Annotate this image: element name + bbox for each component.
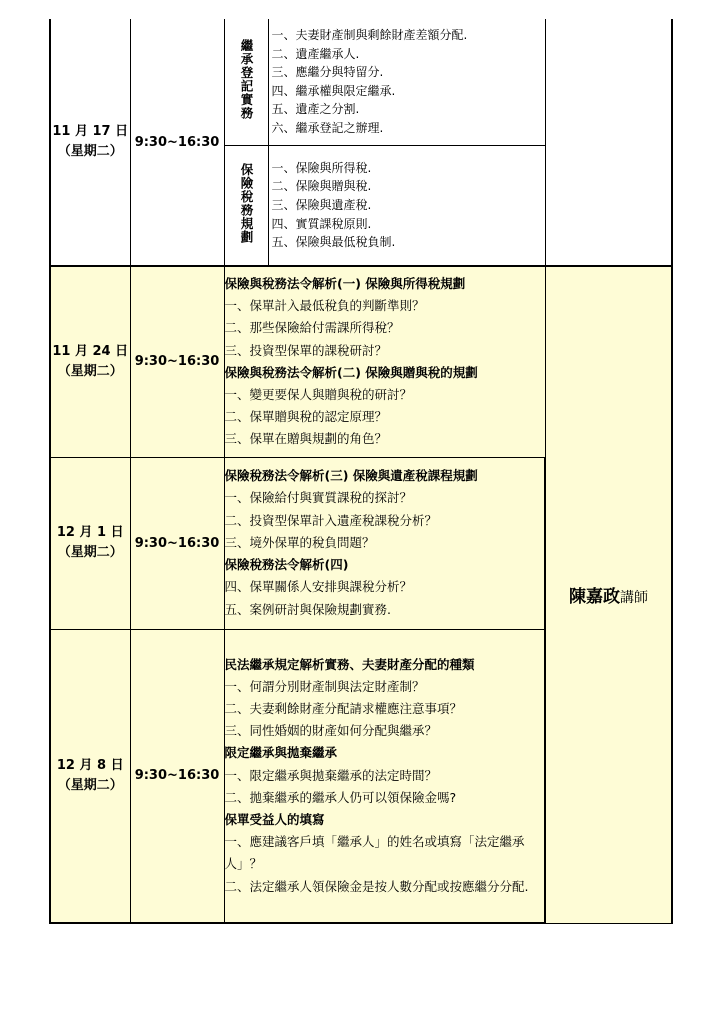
list-item: 三、保單在贈與規劃的角色？ [224, 431, 388, 447]
session-time: 9:30~16:30 [134, 354, 220, 370]
session-weekday: （星期二） [57, 363, 123, 379]
topic-label: 保險稅務規劃 [239, 162, 254, 244]
date-cell [50, 266, 130, 457]
instructor-cell-empty [545, 19, 672, 266]
list-item: 一、保險給付與實質課稅的探討？ [224, 490, 413, 506]
list-item: 二、遺產繼承人. [271, 46, 360, 61]
content-cell [224, 629, 545, 923]
topic-label-cell [225, 145, 269, 265]
content-cell [224, 457, 545, 629]
instructor-name: 陳嘉政 [569, 587, 620, 608]
section-heading: 保單受益人的填寫 [224, 812, 325, 828]
list-item: 一、夫妻財產制與剩餘財產差額分配. [271, 27, 468, 42]
session-time: 9:30~16:30 [134, 535, 220, 551]
section-heading: 限定繼承與拋棄繼承 [224, 745, 338, 761]
list-item: 二、拋棄繼承的繼承人仍可以領保險金嗎? [224, 789, 457, 805]
list-item: 三、投資型保單的課稅研討？ [224, 342, 388, 358]
list-item: 四、繼承權與限定繼承. [271, 83, 396, 98]
list-item: 二、保險與贈與稅. [271, 179, 372, 194]
section-heading: 保險與稅務法令解析(一) 保險與所得稅規劃 [224, 275, 466, 291]
date-cell [50, 457, 130, 629]
topic-row-inheritance [225, 19, 545, 145]
date-cell [50, 629, 130, 923]
section-heading: 民法繼承規定解析實務、夫妻財產分配的種類 [224, 656, 475, 672]
list-item: 六、繼承登記之辦理. [271, 120, 384, 135]
time-cell [130, 19, 224, 266]
session-date: 12 月 8 日 [56, 757, 124, 773]
session-date: 11 月 17 日 [52, 124, 129, 139]
instructor-cell [545, 266, 672, 923]
date-cell [50, 19, 130, 266]
section-heading: 保險稅務法令解析(四) [224, 557, 349, 573]
list-item: 五、保險與最低稅負制. [271, 235, 396, 250]
session-weekday: （星期二） [57, 144, 123, 159]
time-cell [130, 457, 224, 629]
course-schedule-table [49, 19, 673, 924]
list-item: 二、夫妻剩餘財產分配請求權應注意事項？ [224, 701, 463, 717]
list-item: 一、限定繼承與拋棄繼承的法定時間？ [224, 767, 438, 783]
list-item: 四、實質課稅原則. [271, 216, 372, 231]
topic-subtable [225, 19, 545, 265]
list-item: 二、那些保險給付需課所得稅？ [224, 320, 400, 336]
session-time: 9:30~16:30 [134, 134, 220, 150]
list-item: 一、應建議客戶填「繼承人」的姓名或填寫「法定繼承人」？ [224, 834, 525, 872]
list-item: 四、保單關係人安排與課稅分析？ [224, 579, 413, 595]
section-heading: 保險稅務法令解析(三) 保險與遺產稅課程規劃 [224, 468, 478, 484]
session-date: 12 月 1 日 [56, 525, 124, 540]
topic-items [268, 19, 545, 145]
time-cell [130, 629, 224, 923]
list-item: 二、投資型保單計入遺產稅課稅分析？ [224, 512, 438, 528]
topic-items [268, 145, 545, 265]
list-item: 三、境外保單的稅負問題？ [224, 534, 375, 550]
list-item: 三、同性婚姻的財產如何分配與繼承？ [224, 723, 438, 739]
session-date: 11 月 24 日 [52, 343, 129, 359]
instructor-title: 講師 [620, 590, 648, 607]
list-item: 一、何謂分別財產制與法定財產制？ [224, 678, 425, 694]
session-weekday: （星期二） [57, 545, 123, 560]
list-item: 一、保險與所得稅. [271, 160, 372, 175]
schedule-row-nov-17 [50, 19, 672, 266]
list-item: 五、案例研討與保險規劃實務. [224, 601, 391, 617]
section-heading: 保險與稅務法令解析(二) 保險與贈與稅的規劃 [224, 364, 478, 380]
list-item: 三、應繼分與特留分. [271, 65, 384, 80]
list-item: 一、保單計入最低稅負的判斷準則？ [224, 298, 425, 314]
list-item: 二、法定繼承人領保險金是按人數分配或按應繼分分配. [224, 878, 529, 894]
list-item: 一、變更要保人與贈與稅的研討？ [224, 386, 413, 402]
list-item: 五、遺產之分割. [271, 102, 360, 117]
schedule-row-nov-24 [50, 266, 672, 457]
topic-row-insurance-tax [225, 145, 545, 265]
session-time: 9:30~16:30 [134, 768, 220, 784]
list-item: 三、保險與遺產稅. [271, 197, 372, 212]
session-weekday: （星期二） [57, 777, 123, 793]
content-cell [224, 19, 545, 266]
list-item: 二、保單贈與稅的認定原理？ [224, 409, 388, 425]
topic-label: 繼承登記實務 [239, 39, 254, 121]
time-cell [130, 266, 224, 457]
content-cell [224, 266, 545, 457]
topic-label-cell [225, 19, 269, 145]
